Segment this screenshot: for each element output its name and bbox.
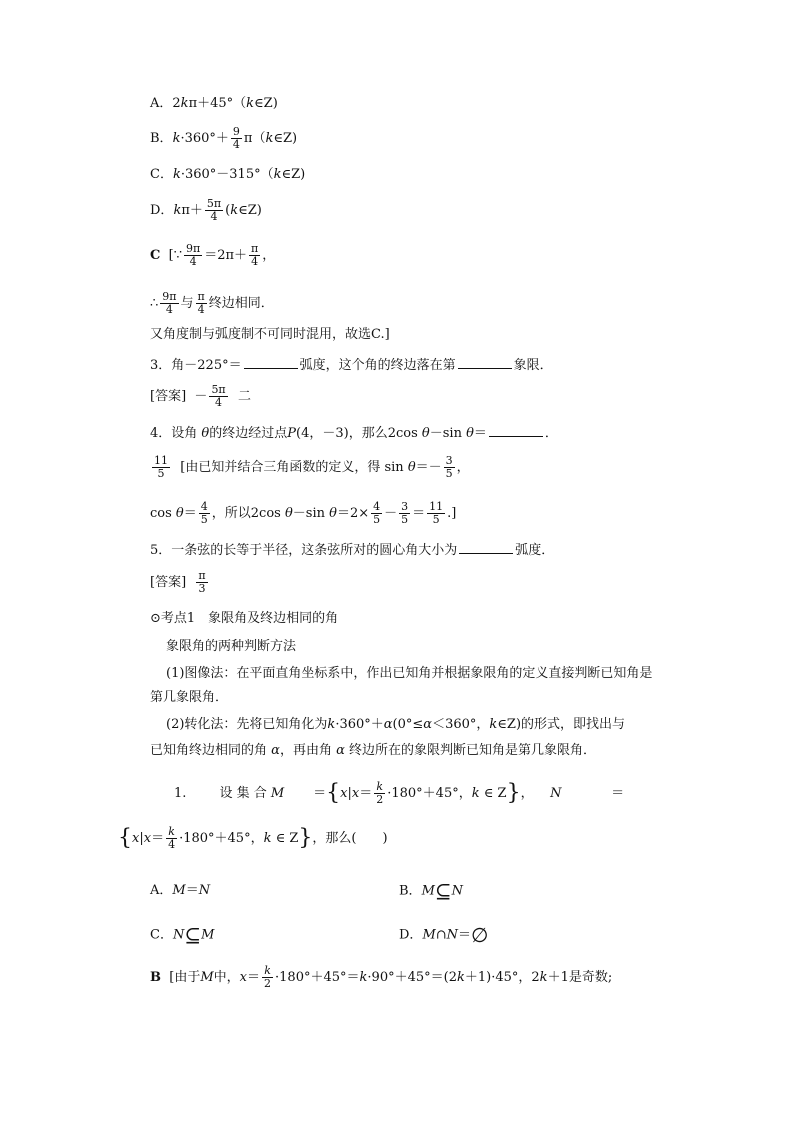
method-1-line2: 第几象限角．: [150, 690, 229, 705]
example-1-option-d: D．M∩N＝∅: [399, 923, 489, 947]
q3-answer: [答案] － $\frac{5\pi}{4}$ 二: [150, 383, 251, 409]
question-5: 5．一条弦的长等于半径，这条弦所对的圆心角大小为 弧度．: [150, 543, 555, 558]
example-1-option-b: B．M⊆N: [399, 879, 464, 903]
method-2-line2: 已知角终边相同的角 α，再由角 α 终边所在的象限判断已知角是第几象限角．: [150, 743, 597, 758]
topic-title: ⊙考点1 象限角及终边相同的角: [150, 611, 339, 626]
option-c: C．k·360°－315°（k∈Z): [150, 167, 306, 182]
q2-note: 又角度制与弧度制不可同时混用，故选C.]: [150, 327, 390, 342]
option-a: A．2kπ＋45°（k∈Z): [150, 96, 278, 111]
example-1-option-a: A．M＝N: [150, 883, 211, 898]
option-b: B．k·360°＋ $\frac{9}{4}$ π（k∈Z): [150, 125, 298, 151]
example-1-line2: {x|x＝ $\frac{k}{4}$ ·180°＋45°，k ∈ Z}，那么( ): [118, 825, 388, 851]
q4-answer: $\frac{11}{5}$ [由已知并结合三角函数的定义，得 sin θ＝－ $\frac{3}{5}$ ，: [154, 454, 470, 480]
question-4: 4．设角 θ的终边经过点P(4，－3)，那么2cos θ－sin θ＝ ．: [150, 426, 558, 441]
q4-explanation: cos θ＝ $\frac{4}{5}$ ，所以2cos θ－sin θ＝2× $\frac{4}{5}$ － $\frac{3}{5}$ ＝ $\frac{11}{5}$ .]: [150, 500, 457, 526]
method-2-line1: (2)转化法：先将已知角化为k·360°＋α(0°≤α＜360°，k∈Z)的形式，即找出与: [166, 717, 626, 732]
topic-subtitle: 象限角的两种判断方法: [166, 639, 297, 654]
option-d: D．kπ＋ $\frac{5\pi}{4}$ (k∈Z): [150, 197, 262, 223]
example-1-line1: 1. 设 集 合 M ＝{x|x＝ $\frac{k}{2}$ ·180°＋45°，k ∈ Z}， N ＝: [174, 780, 625, 806]
q2-therefore: ∴ $\frac{9\pi}{4}$ 与 $\frac{\pi}{4}$ 终边相同．: [150, 290, 274, 316]
example-1-option-c: C．N⊆M: [150, 923, 215, 947]
q2-answer: C [∵ $\frac{9\pi}{4}$ ＝2π＋ $\frac{\pi}{4}$ ，: [150, 242, 276, 268]
q5-answer: [答案] $\frac{\pi}{3}$: [150, 569, 206, 595]
question-3: 3．角－225°＝ 弧度，这个角的终边落在第 象限．: [150, 358, 553, 373]
example-1-answer: B [由于M中，x＝ $\frac{k}{2}$ ·180°＋45°＝k·90°＋45°＝(2k＋1)·45°，2k＋1是奇数;: [150, 964, 613, 990]
method-1-line1: (1)图像法：在平面直角坐标系中，作出已知角并根据象限角的定义直接判断已知角是: [166, 666, 653, 681]
